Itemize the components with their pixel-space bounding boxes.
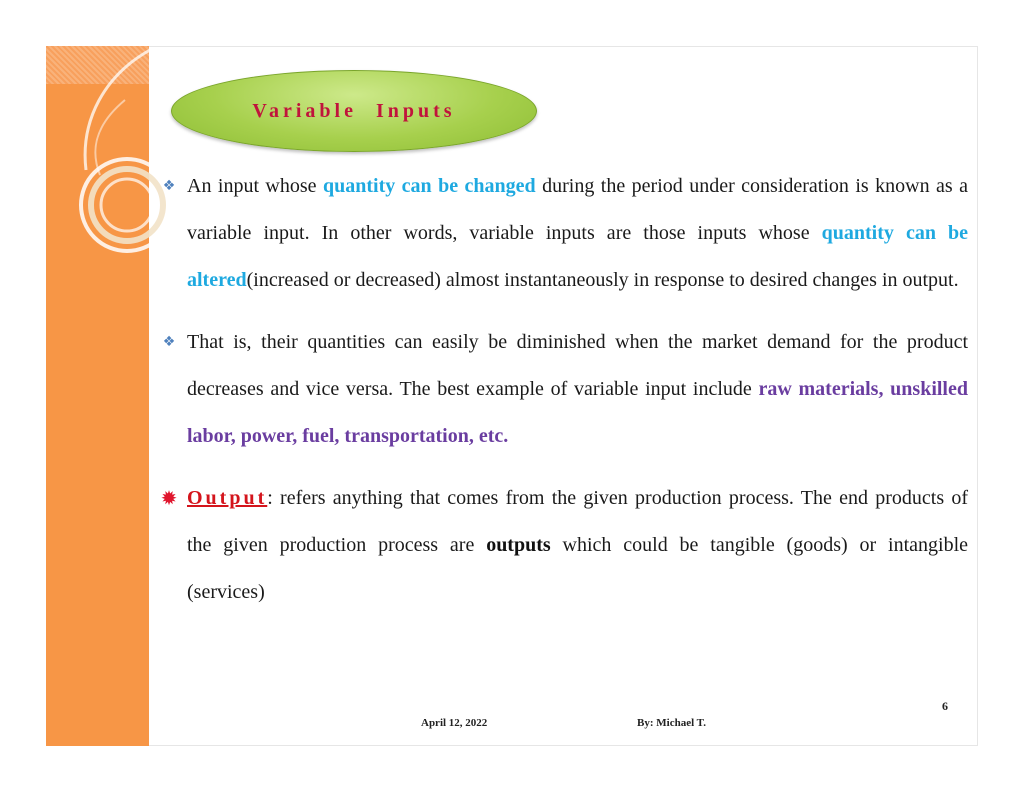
- footer-author: By: Michael T.: [637, 717, 706, 729]
- left-decorative-band: [46, 46, 149, 746]
- slide-title: Variable Inputs: [252, 99, 456, 122]
- page-number: 6: [942, 699, 948, 713]
- highlight-text: raw materials, unskilled labor, power, fuel, transportation, etc.: [187, 378, 968, 447]
- title-pill: [171, 70, 537, 152]
- diamond-bullet-icon: ❖: [162, 178, 176, 194]
- bullet-paragraph: [160, 163, 968, 304]
- output-term: Output: [187, 487, 268, 509]
- bold-text: outputs: [486, 534, 551, 556]
- text-run: That is, their quantities can easily be diminished when the market demand for the product decreases and vice versa. The best example of variable input include: [187, 331, 968, 400]
- footer-date: April 12, 2022: [421, 717, 488, 729]
- text-run: (increased or decreased) almost instantaneously in response to desired changes in output.: [246, 269, 959, 291]
- text-run: An input whose: [187, 175, 323, 197]
- bullet-paragraph: [160, 319, 968, 460]
- highlight-text: quantity can be altered: [187, 222, 969, 291]
- text-run: : refers anything that comes from the given production process. The end products of the given production process are: [187, 487, 968, 556]
- diamond-bullet-icon: ❖: [162, 334, 176, 350]
- text-run: which could be tangible (goods) or intangible (services): [187, 534, 968, 603]
- slide-body: [160, 163, 968, 616]
- output-paragraph: [160, 475, 968, 616]
- starburst-bullet-icon: ✹: [160, 486, 178, 510]
- band-texture-strip: [46, 46, 149, 84]
- text-run: during the period under consideration is known as a variable input. In other words, variable inputs are those inputs whose: [187, 175, 968, 244]
- highlight-text: quantity can be changed: [322, 175, 536, 197]
